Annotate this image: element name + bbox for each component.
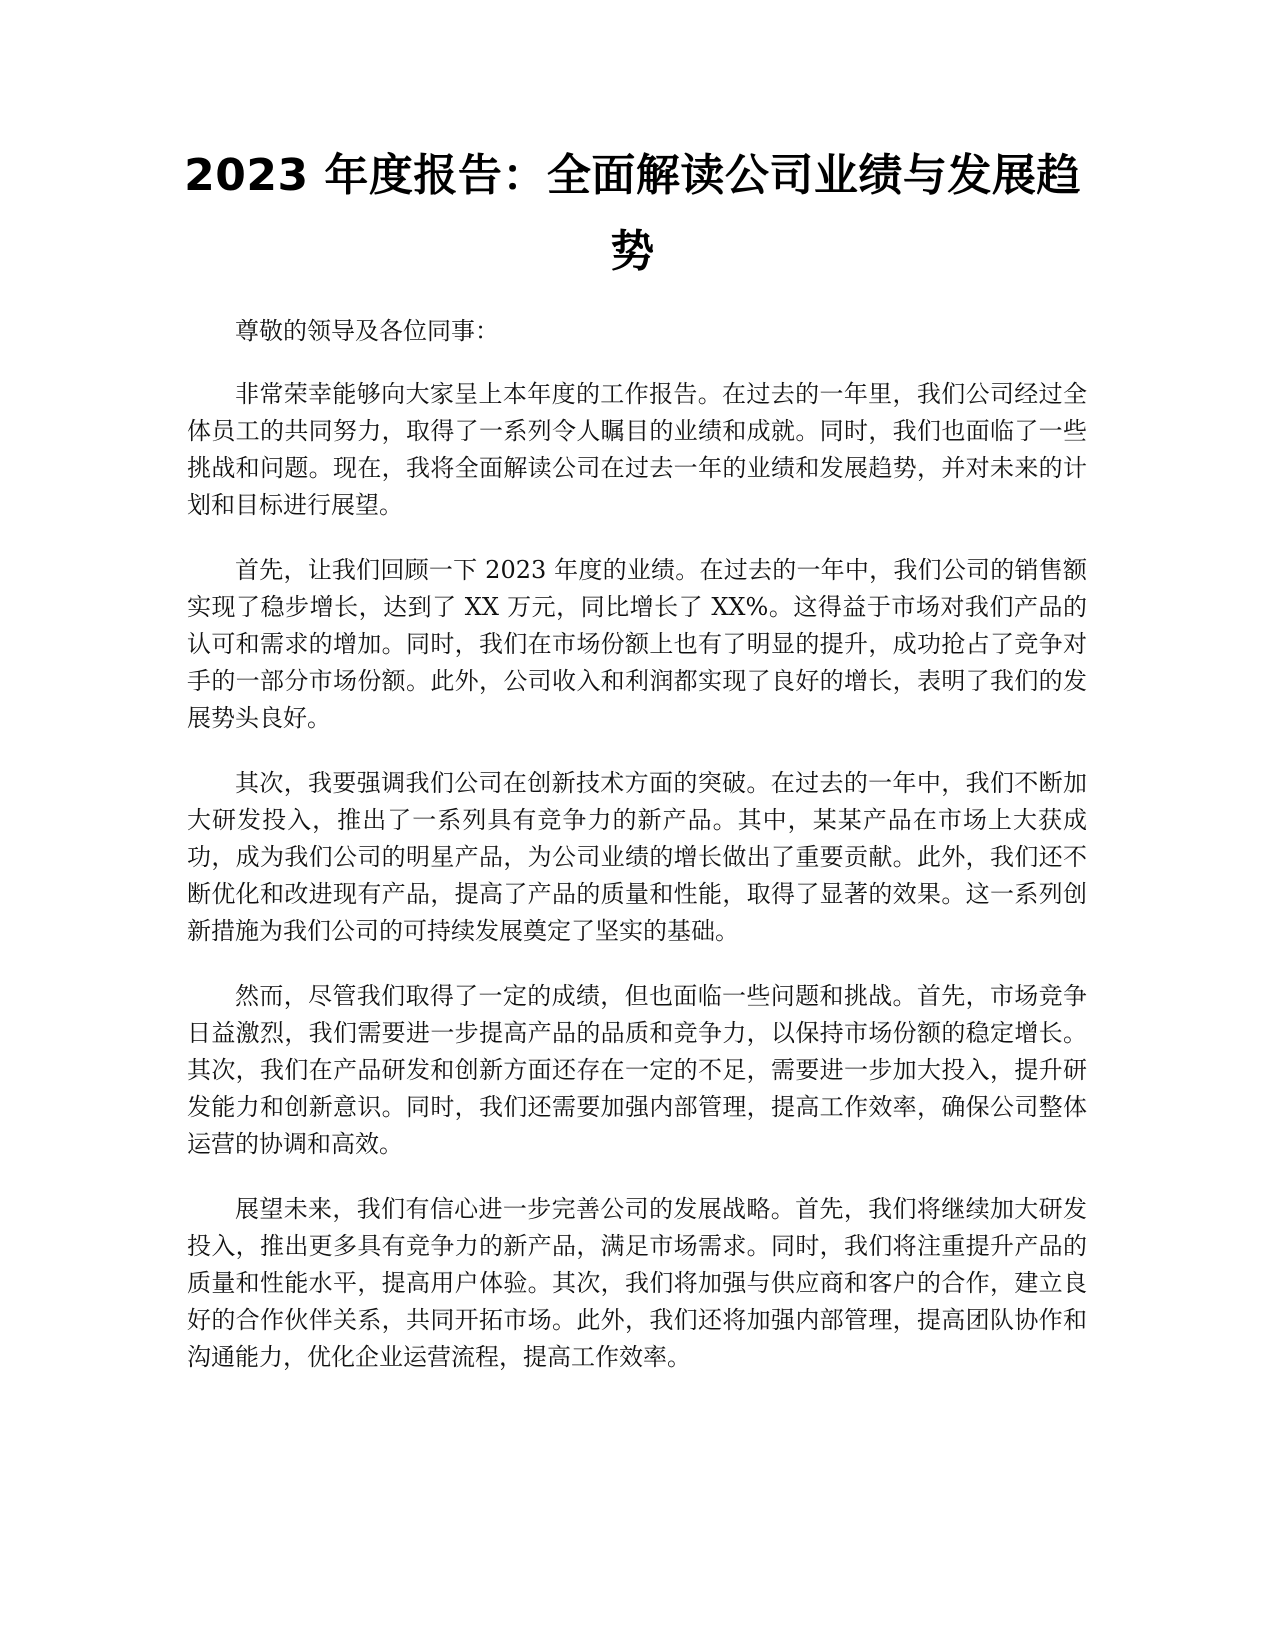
paragraph-innovation: 其次，我要强调我们公司在创新技术方面的突破。在过去的一年中，我们不断加大研发投入，推出了一系列具有竞争力的新产品。其中，某某产品在市场上大获成功，成为我们公司的明星产品，为公司业绩的增长做出了重要贡献。此外，我们还不断优化和改进现有产品，提高了产品的质量和性能，取得了显著的效果。这一系列创新措施为我们公司的可持续发展奠定了坚实的基础。: [187, 769, 1087, 945]
document-body: [187, 313, 1087, 1404]
paragraph-challenges: 然而，尽管我们取得了一定的成绩，但也面临一些问题和挑战。首先，市场竞争日益激烈，我们需要进一步提高产品的品质和竞争力，以保持市场份额的稳定增长。其次，我们在产品研发和创新方面还存在一定的不足，需要进一步加大投入，提升研发能力和创新意识。同时，我们还需要加强内部管理，提高工作效率，确保公司整体运营的协调和高效。: [187, 982, 1087, 1158]
salutation: 尊敬的领导及各位同事：: [235, 317, 499, 345]
paragraph-performance: 首先，让我们回顾一下 2023 年度的业绩。在过去的一年中，我们公司的销售额实现了稳步增长，达到了 XX 万元，同比增长了 XX%。这得益于市场对我们产品的认可和需求的增加。同时，我们在市场份额上也有了明显的提升，成功抢占了竞争对手的一部分市场份额。此外，公司收入和利润都实现了良好的增长，表明了我们的发展势头良好。: [187, 556, 1087, 732]
paragraph-outlook: 展望未来，我们有信心进一步完善公司的发展战略。首先，我们将继续加大研发投入，推出更多具有竞争力的新产品，满足市场需求。同时，我们将注重提升产品的质量和性能水平，提高用户体验。其次，我们将加强与供应商和客户的合作，建立良好的合作伙伴关系，共同开拓市场。此外，我们还将加强内部管理，提高团队协作和沟通能力，优化企业运营流程，提高工作效率。: [187, 1195, 1087, 1371]
document-title: 2023 年度报告：全面解读公司业绩与发展趋势: [184, 150, 1081, 277]
paragraph-intro: 非常荣幸能够向大家呈上本年度的工作报告。在过去的一年里，我们公司经过全体员工的共同努力，取得了一系列令人瞩目的业绩和成就。同时，我们也面临了一些挑战和问题。现在，我将全面解读公司在过去一年的业绩和发展趋势，并对未来的计划和目标进行展望。: [187, 380, 1087, 519]
